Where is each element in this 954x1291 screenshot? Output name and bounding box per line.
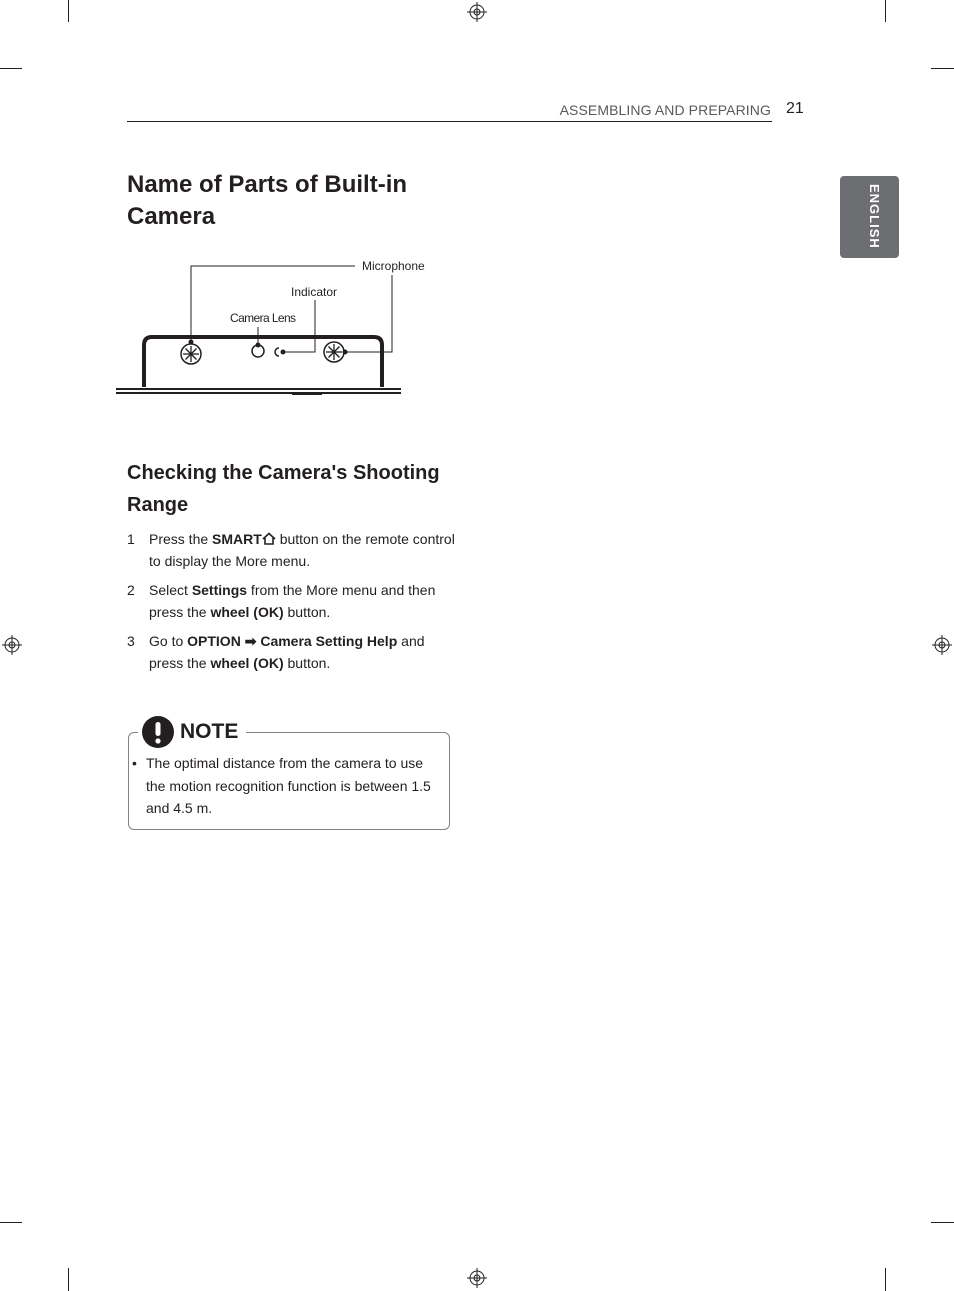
step-text: from the More menu and then press the: [149, 582, 436, 620]
camera-lens-icon: [252, 343, 264, 358]
camera-housing: [144, 337, 382, 387]
step-text: button.: [283, 604, 331, 620]
microphone-callout-line: [345, 275, 392, 352]
microphone-left-icon: [181, 340, 201, 365]
exclamation-icon: [142, 716, 174, 748]
camera-lens-label: Camera Lens: [230, 311, 296, 325]
steps-list: [127, 528, 457, 681]
language-tab: [840, 176, 899, 258]
bullet-icon: •: [132, 755, 137, 771]
step-bold-text: wheel (OK): [210, 655, 284, 671]
step-text: button on the remote control to display the More menu.: [149, 531, 455, 569]
crop-mark: [885, 0, 886, 22]
microphone-callout-line: [191, 266, 355, 342]
indicator-callout-line: [283, 300, 315, 352]
crop-mark: [0, 68, 22, 69]
camera-diagram: [112, 255, 442, 405]
step-number: 2: [127, 582, 135, 598]
crop-mark: [931, 68, 954, 69]
step-text: and press the: [149, 633, 425, 671]
list-item: [127, 528, 457, 572]
step-number: 1: [127, 531, 135, 547]
language-tab-label: ENGLISH: [867, 184, 882, 249]
microphone-right-icon: [324, 342, 348, 362]
tv-top-edge: [292, 392, 322, 395]
step-bold-text: SMART: [212, 531, 262, 547]
page-title: Name of Parts of Built-in Camera: [127, 171, 408, 230]
registration-mark-icon: [467, 1268, 487, 1288]
registration-mark-icon: [2, 635, 22, 655]
section-subtitle: Checking the Camera's Shooting Range: [127, 462, 440, 516]
registration-mark-icon: [932, 635, 952, 655]
crop-mark: [885, 1268, 886, 1291]
step-number: 3: [127, 633, 135, 649]
step-text: Press the: [149, 531, 213, 547]
header-divider: [127, 121, 772, 122]
indicator-icon: [275, 348, 286, 356]
microphone-label: Microphone: [362, 259, 425, 273]
crop-mark: [0, 1222, 22, 1223]
step-bold-text: Camera Setting Help: [260, 633, 398, 649]
step-text: button.: [283, 655, 331, 671]
home-icon: [262, 532, 276, 545]
step-bold-text: Settings: [191, 582, 248, 598]
note-header: [138, 716, 246, 748]
crop-mark: [931, 1222, 954, 1223]
list-item: [127, 579, 457, 623]
registration-mark-icon: [467, 2, 487, 22]
section-header: ASSEMBLING AND PREPARING: [559, 102, 771, 118]
page-number: 21: [786, 100, 804, 117]
note-text: The optimal distance from the camera to use the motion recognition function is between 1.5 and 4.5 m.: [146, 755, 431, 816]
arrow-right-icon: ➡: [244, 633, 257, 649]
note-title: NOTE: [180, 720, 239, 743]
indicator-label: Indicator: [291, 285, 338, 299]
step-text: Go to: [149, 633, 188, 649]
step-text: Select: [149, 582, 192, 598]
step-bold-text: wheel (OK): [210, 604, 284, 620]
list-item: [127, 630, 457, 674]
crop-mark: [68, 1268, 69, 1291]
crop-mark: [68, 0, 69, 22]
step-bold-text: OPTION: [187, 633, 241, 649]
